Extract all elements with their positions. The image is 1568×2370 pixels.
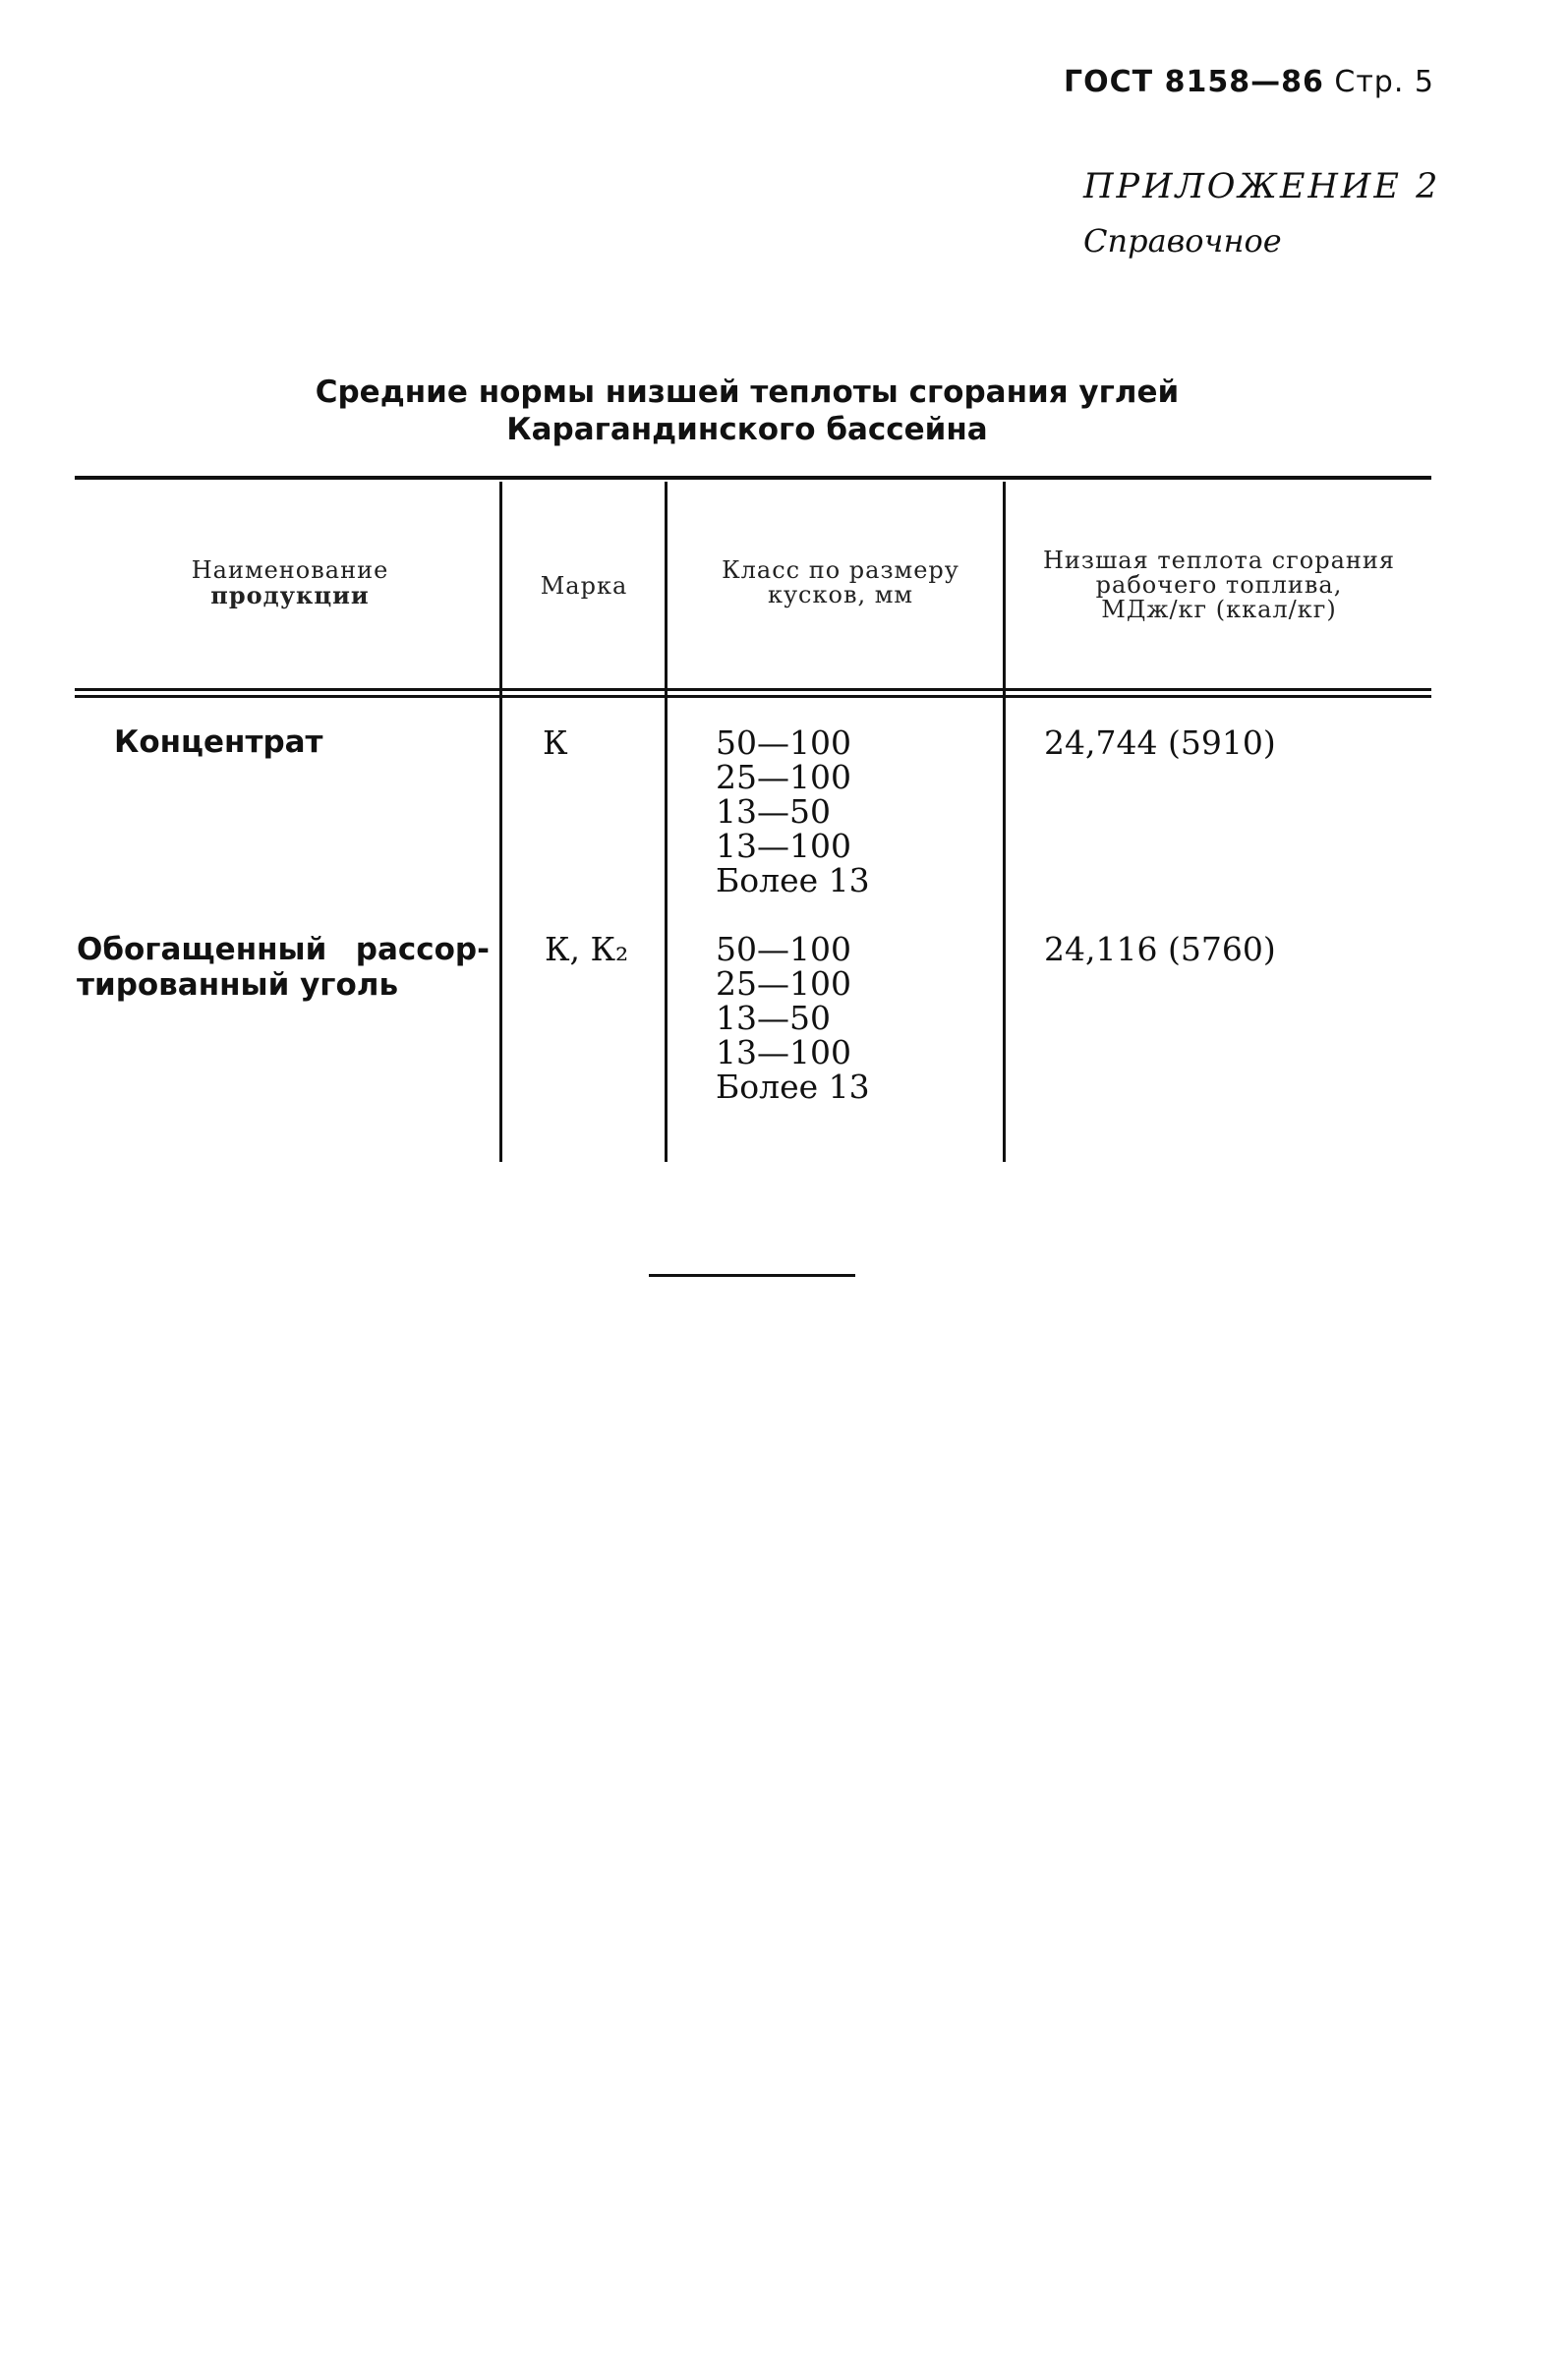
- row-1-grade: К: [543, 723, 568, 762]
- appendix-type: Справочное: [1083, 222, 1282, 260]
- size-class: 13—100: [716, 1033, 851, 1071]
- size-class: Более 13: [716, 1068, 870, 1106]
- size-class: 50—100: [716, 723, 851, 762]
- table-title-line: Карагандинского бассейна: [506, 412, 988, 447]
- row-1-product: Концентрат: [114, 724, 323, 760]
- end-rule: [649, 1274, 855, 1277]
- header-double-rule-2: [75, 695, 1431, 698]
- column-divider: [1003, 482, 1006, 1162]
- size-class: Более 13: [716, 861, 870, 899]
- appendix-title: ПРИЛОЖЕНИЕ 2: [1083, 167, 1441, 206]
- row-2-product: Обогащенный рассор- тированный уголь: [77, 932, 490, 1003]
- header-grade: Марка: [540, 572, 628, 600]
- size-class: 25—100: [716, 964, 851, 1003]
- row-1-heat-value: 24,744 (5910): [1044, 723, 1276, 762]
- size-class: 25—100: [716, 758, 851, 796]
- row-2-size-classes: [716, 932, 870, 1104]
- table-title: [246, 374, 1249, 448]
- column-divider: [499, 482, 502, 1162]
- size-class: 50—100: [716, 930, 851, 968]
- table-top-rule: [75, 476, 1431, 480]
- header-product-name: Наименование продукции: [191, 556, 389, 609]
- row-1-size-classes: [716, 725, 870, 897]
- row-2-grade: К, К₂: [545, 930, 629, 968]
- column-divider: [665, 482, 668, 1162]
- size-class: 13—50: [716, 999, 831, 1037]
- page-header: [1064, 65, 1434, 99]
- page-number: Стр. 5: [1334, 65, 1434, 99]
- row-2-heat-value: 24,116 (5760): [1044, 930, 1276, 968]
- header-heat-value: Низшая теплота сгорания рабочего топлива, МДж/кг (ккал/кг): [1042, 547, 1396, 623]
- header-double-rule-1: [75, 688, 1431, 691]
- standard-number: ГОСТ 8158—86: [1064, 65, 1324, 99]
- size-class: 13—50: [716, 792, 831, 831]
- header-size-class: Класс по размеру кусков, мм: [722, 556, 959, 608]
- size-class: 13—100: [716, 827, 851, 865]
- table-title-line: Средние нормы низшей теплоты сгорания углей: [315, 375, 1180, 410]
